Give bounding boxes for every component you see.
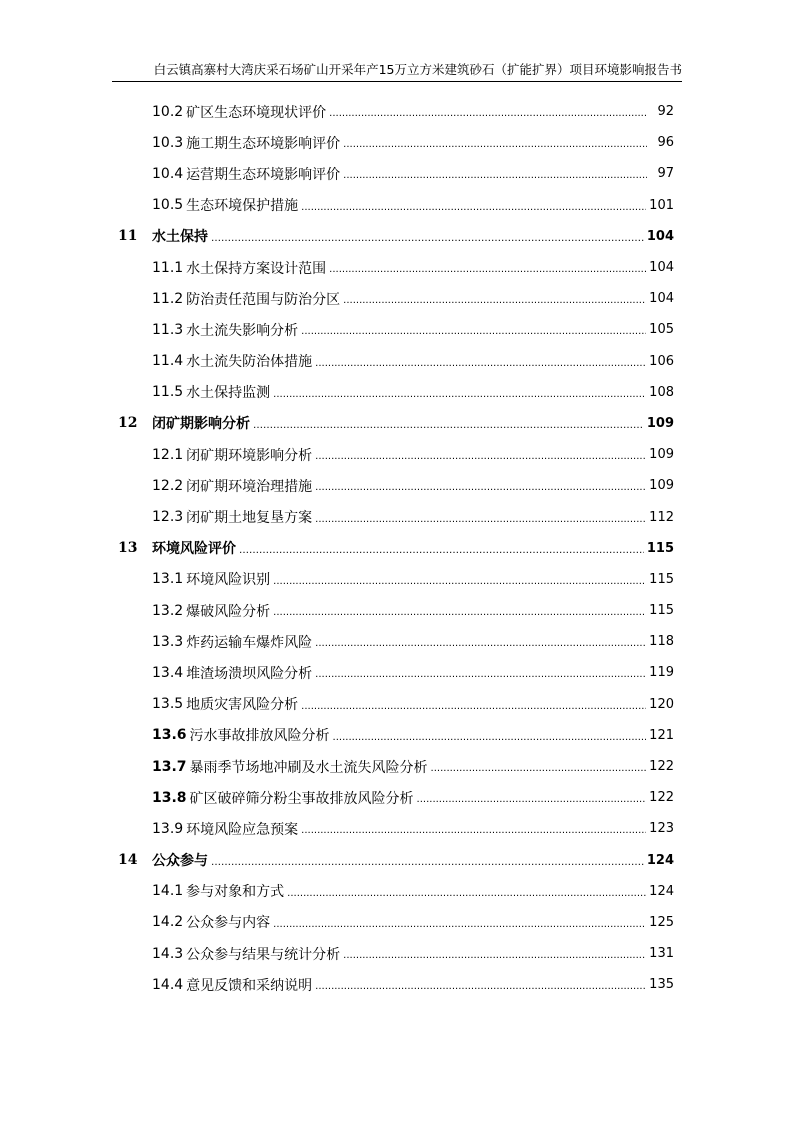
toc-dot-leader — [343, 295, 646, 306]
toc-dot-leader — [315, 981, 646, 992]
toc-section-entry[interactable] — [0, 813, 674, 844]
toc-section-entry[interactable] — [0, 938, 674, 969]
toc-page-number: 109 — [646, 415, 674, 431]
toc-entry-number: 10.3 — [152, 134, 184, 151]
toc-entry-number: 11.4 — [152, 353, 184, 370]
toc-page-number: 92 — [657, 104, 674, 120]
toc-page-number: 123 — [649, 821, 674, 837]
toc-page-number: 122 — [649, 790, 674, 806]
toc-entry-title: 水土保持监测 — [186, 385, 271, 402]
toc-section-entry[interactable] — [0, 346, 674, 377]
toc-entry-title: 水土保持 — [152, 229, 208, 246]
toc-section-entry[interactable] — [0, 689, 674, 720]
toc-section-entry[interactable] — [0, 190, 674, 221]
toc-section-entry[interactable] — [0, 96, 674, 127]
toc-section-entry[interactable] — [0, 158, 674, 189]
toc-section-entry[interactable] — [0, 314, 674, 345]
toc-entry-number: 11 — [118, 228, 138, 245]
toc-section-entry[interactable] — [0, 751, 674, 782]
toc-entry-number: 12.2 — [152, 477, 184, 494]
toc-page-number: 96 — [657, 135, 674, 151]
toc-entry-title: 运营期生态环境影响评价 — [186, 166, 341, 183]
toc-section-entry[interactable] — [0, 595, 674, 626]
toc-section-entry[interactable] — [0, 876, 674, 907]
toc-entry-title: 堆渣场溃坝风险分析 — [186, 665, 313, 682]
toc-section-entry[interactable] — [0, 907, 674, 938]
toc-dot-leader — [343, 950, 646, 961]
toc-page-number: 106 — [649, 353, 674, 369]
toc-page-number: 112 — [649, 509, 674, 525]
toc-page-number: 121 — [649, 727, 674, 743]
toc-entry-number: 13.2 — [152, 602, 184, 619]
toc-entry-title: 地质灾害风险分析 — [186, 697, 299, 714]
toc-dot-leader — [301, 825, 646, 836]
toc-page-number: 115 — [646, 540, 674, 556]
toc-dot-leader — [273, 389, 646, 400]
toc-entry-title: 闭矿期环境治理措施 — [186, 478, 313, 495]
toc-entry-number: 10.2 — [152, 103, 184, 120]
toc-section-entry[interactable] — [0, 657, 674, 688]
toc-section-entry[interactable] — [0, 283, 674, 314]
toc-entry-title: 环境风险识别 — [186, 572, 271, 589]
toc-page-number: 101 — [649, 197, 674, 213]
toc-entry-title: 污水事故排放风险分析 — [189, 728, 330, 745]
toc-dot-leader — [273, 576, 646, 587]
toc-page-number: 115 — [649, 603, 674, 619]
toc-page-number: 124 — [649, 883, 674, 899]
toc-page-number: 131 — [649, 946, 674, 962]
toc-entry-title: 公众参与 — [152, 853, 208, 870]
toc-page-number: 115 — [649, 571, 674, 587]
toc-dot-leader — [273, 607, 646, 618]
toc-dot-leader — [329, 108, 647, 119]
toc-section-entry[interactable] — [0, 720, 674, 751]
toc-entry-title: 矿区破碎筛分粉尘事故排放风险分析 — [189, 790, 414, 807]
toc-section-entry[interactable] — [0, 252, 674, 283]
toc-entry-number: 14.1 — [152, 883, 184, 900]
toc-page-number: 125 — [649, 914, 674, 930]
toc-entry-number: 14.2 — [152, 914, 184, 931]
toc-page-number: 104 — [646, 228, 674, 244]
table-of-contents — [0, 96, 794, 1000]
toc-entry-number: 13 — [118, 540, 138, 557]
toc-entry-number: 10.4 — [152, 165, 184, 182]
toc-chapter-entry[interactable] — [0, 533, 674, 564]
toc-entry-number: 10.5 — [152, 197, 184, 214]
toc-page-number: 119 — [649, 665, 674, 681]
toc-entry-title: 暴雨季节场地冲刷及水土流失风险分析 — [189, 759, 428, 776]
toc-dot-leader — [253, 420, 644, 431]
toc-page-number: 109 — [649, 478, 674, 494]
toc-page-number: 104 — [649, 291, 674, 307]
toc-entry-number: 14.4 — [152, 976, 184, 993]
toc-entry-title: 施工期生态环境影响评价 — [186, 135, 341, 152]
toc-dot-leader — [301, 202, 646, 213]
toc-dot-leader — [211, 233, 644, 244]
toc-dot-leader — [417, 794, 647, 805]
toc-entry-title: 水土流失防治体措施 — [186, 354, 313, 371]
toc-page-number: 120 — [649, 696, 674, 712]
toc-entry-title: 闭矿期环境影响分析 — [186, 447, 313, 464]
toc-dot-leader — [315, 358, 646, 369]
toc-dot-leader — [431, 763, 647, 774]
toc-dot-leader — [287, 888, 646, 899]
toc-dot-leader — [315, 638, 646, 649]
toc-section-entry[interactable] — [0, 501, 674, 532]
toc-entry-number: 13.8 — [152, 789, 187, 806]
toc-section-entry[interactable] — [0, 564, 674, 595]
toc-page-number: 108 — [649, 384, 674, 400]
toc-entry-title: 生态环境保护措施 — [186, 198, 299, 215]
toc-dot-leader — [211, 857, 644, 868]
toc-page-number: 118 — [649, 634, 674, 650]
toc-entry-number: 12 — [118, 415, 138, 432]
toc-page-number: 104 — [649, 260, 674, 276]
toc-entry-number: 12.1 — [152, 446, 184, 463]
toc-dot-leader — [301, 701, 646, 712]
toc-page-number: 124 — [646, 852, 674, 868]
toc-entry-title: 水土保持方案设计范围 — [186, 260, 327, 277]
toc-page-number: 122 — [649, 759, 674, 775]
toc-page-number: 109 — [649, 447, 674, 463]
toc-entry-title: 参与对象和方式 — [186, 884, 285, 901]
toc-section-entry[interactable] — [0, 377, 674, 408]
toc-dot-leader — [315, 482, 646, 493]
toc-section-entry[interactable] — [0, 470, 674, 501]
toc-dot-leader — [315, 514, 646, 525]
page-header: 白云镇高寨村大湾庆采石场矿山开采年产15万立方米建筑砂石（扩能扩界）项目环境影响报告书 — [112, 60, 682, 82]
toc-entry-number: 11.3 — [152, 321, 184, 338]
toc-entry-title: 闭矿期土地复垦方案 — [186, 510, 313, 527]
toc-section-entry[interactable] — [0, 782, 674, 813]
toc-entry-title: 矿区生态环境现状评价 — [186, 104, 327, 121]
toc-section-entry[interactable] — [0, 969, 674, 1000]
toc-dot-leader — [273, 919, 646, 930]
toc-entry-title: 防治责任范围与防治分区 — [186, 291, 341, 308]
toc-dot-leader — [315, 451, 646, 462]
toc-entry-number: 14.3 — [152, 945, 184, 962]
toc-entry-number: 13.7 — [152, 758, 187, 775]
toc-page-number: 135 — [649, 977, 674, 993]
toc-entry-title: 闭矿期影响分析 — [152, 416, 250, 433]
toc-dot-leader — [343, 139, 647, 150]
toc-entry-title: 水土流失影响分析 — [186, 322, 299, 339]
toc-entry-title: 环境风险评价 — [152, 541, 236, 558]
toc-entry-title: 环境风险应急预案 — [186, 821, 299, 838]
toc-entry-number: 11.1 — [152, 259, 184, 276]
toc-page-number: 97 — [657, 166, 674, 182]
toc-page-number: 105 — [649, 322, 674, 338]
toc-entry-title: 公众参与结果与统计分析 — [186, 946, 341, 963]
toc-entry-number: 13.4 — [152, 664, 184, 681]
toc-entry-title: 公众参与内容 — [186, 915, 271, 932]
toc-section-entry[interactable] — [0, 439, 674, 470]
toc-entry-number: 13.9 — [152, 820, 184, 837]
toc-entry-number: 13.3 — [152, 633, 184, 650]
toc-entry-title: 爆破风险分析 — [186, 603, 271, 620]
toc-entry-number: 13.1 — [152, 571, 184, 588]
toc-entry-number: 13.5 — [152, 696, 184, 713]
toc-entry-number: 12.3 — [152, 509, 184, 526]
toc-chapter-entry[interactable] — [0, 845, 674, 876]
toc-chapter-entry[interactable] — [0, 221, 674, 252]
toc-dot-leader — [315, 669, 646, 680]
toc-section-entry[interactable] — [0, 626, 674, 657]
toc-entry-title: 意见反馈和采纳说明 — [186, 977, 313, 994]
toc-section-entry[interactable] — [0, 127, 674, 158]
toc-dot-leader — [239, 545, 644, 556]
toc-entry-title: 炸药运输车爆炸风险 — [186, 634, 313, 651]
toc-entry-number: 13.6 — [152, 727, 187, 744]
toc-dot-leader — [301, 326, 646, 337]
toc-dot-leader — [333, 732, 647, 743]
toc-dot-leader — [343, 170, 647, 181]
toc-entry-number: 11.2 — [152, 290, 184, 307]
toc-entry-number: 14 — [118, 852, 138, 869]
toc-entry-number: 11.5 — [152, 384, 184, 401]
toc-dot-leader — [329, 264, 646, 275]
toc-chapter-entry[interactable] — [0, 408, 674, 439]
